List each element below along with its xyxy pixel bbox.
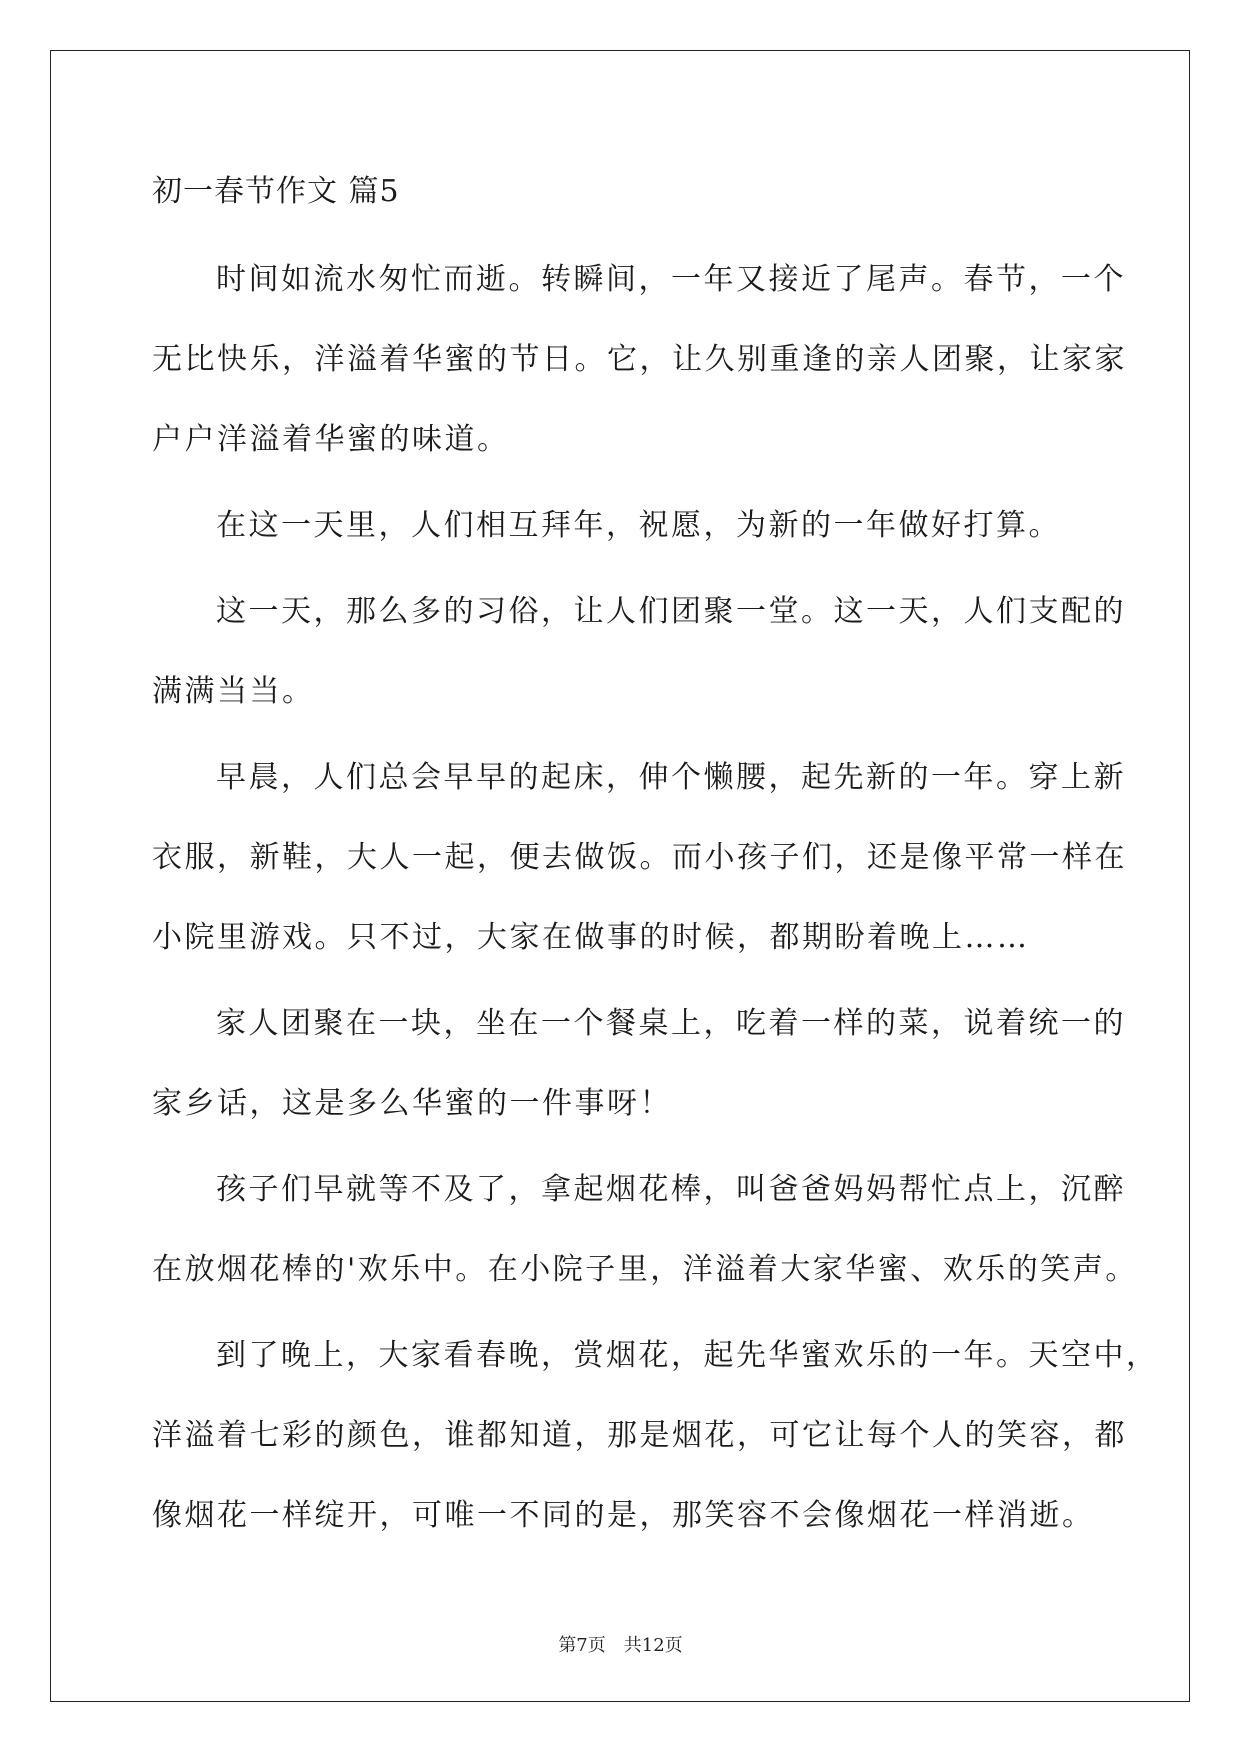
paragraph-line: 小院里游戏。只不过，大家在做事的时候，都期盼着晚上……: [152, 920, 1030, 955]
paragraph-line: 这一天，那么多的习俗，让人们团聚一堂。这一天，人们支配的: [216, 594, 1126, 629]
paragraph-line: 家乡话，这是多么华蜜的一件事呀！: [152, 1086, 672, 1121]
paragraph-line: 时间如流水匆忙而逝。转瞬间，一年又接近了尾声。春节，一个: [216, 262, 1126, 297]
paragraph-line: 无比快乐，洋溢着华蜜的节日。它，让久别重逢的亲人团聚，让家家: [152, 342, 1127, 377]
paragraph-line: 家人团聚在一块，坐在一个餐桌上，吃着一样的菜，说着统一的: [216, 1006, 1126, 1041]
paragraph-list: [152, 240, 1159, 1556]
paragraph-line: 孩子们早就等不及了，拿起烟花棒，叫爸爸妈妈帮忙点上，沉醉: [216, 1172, 1126, 1207]
paragraph: [152, 984, 1126, 1144]
paragraph-line: 在这一天里，人们相互拜年，祝愿，为新的一年做好打算。: [216, 508, 1061, 543]
page-number: 第7页 共12页: [558, 1635, 683, 1656]
document-title: 初一春节作文 篇5: [152, 174, 400, 209]
paragraph-line: 像烟花一样绽开，可唯一不同的是，那笑容不会像烟花一样消逝。: [152, 1498, 1095, 1533]
paragraph-line: 到了晚上，大家看春晚，赏烟花，起先华蜜欢乐的一年。天空中，: [216, 1338, 1159, 1373]
paragraph: [152, 240, 1127, 480]
paragraph-line: 衣服，新鞋，大人一起，便去做饭。而小孩子们，还是像平常一样在: [152, 840, 1127, 875]
paragraph: [152, 1316, 1159, 1556]
paragraph-line: 洋溢着七彩的颜色，谁都知道，那是烟花，可它让每个人的笑容，都: [152, 1418, 1127, 1453]
paragraph-line: 户户洋溢着华蜜的味道。: [152, 422, 510, 457]
paragraph: [152, 738, 1127, 978]
paragraph-line: 早晨，人们总会早早的起床，伸个懒腰，起先新的一年。穿上新: [216, 760, 1126, 795]
paragraph-line: 在放烟花棒的'欢乐中。在小院子里，洋溢着大家华蜜、欢乐的笑声。: [152, 1252, 1138, 1287]
paragraph: [152, 486, 1092, 566]
paragraph: [152, 572, 1126, 732]
paragraph-line: 满满当当。: [152, 674, 315, 709]
paragraph: [152, 1150, 1138, 1310]
document-body: [152, 164, 1159, 1562]
